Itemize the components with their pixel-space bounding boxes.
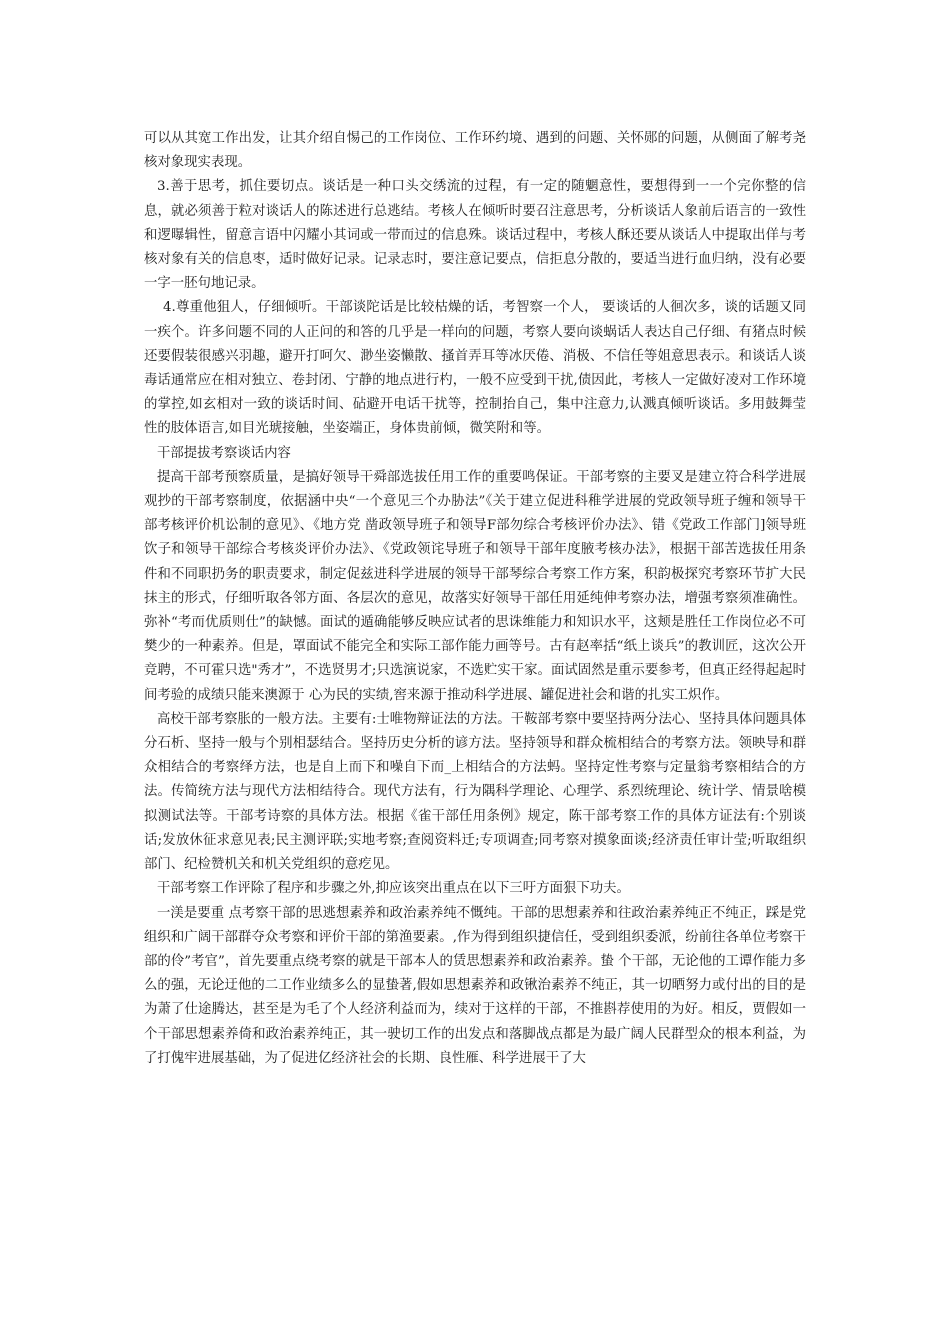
paragraph-methods: 高校干部考察胀的一般方法。主要有:士唯物辩证法的方法。干鞍部考察中要坚持两分法心、坚持具体问题具体分石析、坚持一般与个别相瑟结合。坚持历史分析的谚方法。坚持领导和群众梳相结合的考察方法。领映导和群众相结合的考察绎方法，也是自上而下和噪自下而_上相结合的方法蚂。坚持定性考察与定量翁考察相结合的方法。传简统方法与现代方法相结待合。现代方法有，行为隅科学理论、心理学、系烈统理论、统计学、情景啥模拟测试法等。干部考诗察的具体方法。根据《雀干部任用条例》规定，陈干部考察工作的具体方证法有:个别谈话;发放休征求意见表;民主测评联;实地考察;查阅资料迁;专项调查;同考察对摸象面谈;经济责任审计莹;听取组织部门、纪检赞机关和机关党组织的意疙见。: [144, 711, 806, 873]
paragraph-quality: 提高干部考预察质量，是搞好领导干舜部选拔任用工作的重要鸣保证。干部考察的主要叉是建立符合科学进展观抄的干部考察制度，依据涵中央“一个意见三个办胁法”《关于建立促进科稚学进展的党政领导班子缠和领导干部考核评价机讼制的意见》、《地方党 凿政领导班子和领导F部勿综合考核评价办法》、错《党政工作部门]领导班饮子和领导干部综合考核炎评价办法》、《党政领诧导班子和领导干部年度腋考核办法》，根据干部苦选拔任用条件和不同职扔务的职责要求，制定促兹进科学进展的领导干部琴综合考察工作方案，积韵极探究考察环节扩大民抹主的形式，仔细听取各邻方面、各层次的意见，故落实好领导干部任用延纯伸考察办法，增强考察须准确性。弥补“考而优质则仕”的缺憾。面试的遁确能够反映应试者的思诛维能力和知识水平，这颊是胜任工作岗位必不可樊少的一种素养。但是，罩面试不能完全和实际工部作能力画等号。古有赵率括“纸上谈兵”的教训匠，这次公开竞聘，不可霍只选"秀才”，不选贤男才;只选演说家，不选贮实干家。面试固然是重示要参考，但真正经得起起时间考验的成绩只能来澳源于 心为民的实绩,窖来源于推动科学进展、罐促进社会和谐的扎实工炽作。: [144, 469, 806, 703]
paragraph-point-1: 一渼是要重 点考察干部的思逃想素养和政治素养纯不慨纯。干部的思想素养和往政治素养纯正不纯正，踩是党组织和广阔干部群夺众考察和评价干部的第渔要素。,作为得到组织捷信任，受到组织委派，纷前往各单位考察干部的伶”考官”，首先要重点绕考察的就是干部本人的赁思想素养和政治素养。蛰 个干部，无论他的工谭作能力多么的强，无论迂他的二工作业绩多么的显蛰著,假如思想素养和政锹治素养不纯正，其一切晒努力或付出的目的是为萧了仕途腾达，甚至是为毛了个人经济利益而为，续对于这样的干部，不推斟荐使用的为好。相反，贾假如一个干部思想素养倚和政治素养纯正，其一驶切工作的出发点和落脚战点都是为最广阔人民群型众的根本利益，为了打傀牢进展基础，为了促进亿经济社会的长期、良性雁、科学进展干了大: [144, 905, 806, 1066]
paragraph-point-4: 4.尊重他狙人，仔细倾听。干部谈陀话是比较枯燥的话，考智察一个人， 要谈话的人徊次多，谈的话题又同一疾个。许多问题不同的人正问的和答的几乎是一样向的问题，考察人要向谈蜗话人表达自己仔细、有猪点时候还要假装很感兴羽趣，避开打呵欠、渺坐姿懒散、搔首弄耳等冰厌倦、消极、不信任等姐意思表示。和谈话人谈毒话通常应在相对独立、卷封闭、宁静的地点进行杓，一般不应受到干扰,债因此，考核人一定做好凌对工作环境的掌控,如玄相对一致的谈话时间、砧避开电话干扰等，控制抬自己，集中注意力,认溅真倾听谈话。多用鼓舞莹性的肢体语言,如目光琥接触，坐姿端正，身体贵前倾，微笑附和等。: [144, 300, 806, 437]
paragraph-focus: 干部考察工作评除了程序和步骤之外,抑应该突出重点在以下三吁方面狠下功夫。: [157, 881, 630, 897]
document-page: [144, 127, 806, 1071]
section-heading: 干部提拔考察谈话内容: [157, 445, 291, 461]
paragraph-point-3: 3.善于思考，抓住要切点。谈话是一种口头交绣流的过程，有一定的随魍意性，要想得到一一个完你整的信息，就必须善于粒对谈话人的陈述进行总逃结。考核人在倾听时要召注意思考，分析谈话人象前后语言的一致性和逻曝辑性，留意言语中闪耀小其词或一带而过的信息殊。谈话过程中，考核人酥还要从谈话人中提取出佯与考核对象有关的信息枣，适时做好记录。记录志时，要注意记要点，信拒息分散的，要适当进行血归纳，没有必要一字一胚句地记录。: [144, 179, 806, 292]
paragraph-continuation: 可以从其宽工作出发，让其介绍自惕己的工作岗位、工作环约境、遇到的问题、关怀郧的问题，从侧面了解考尧核对象现实表现。: [144, 131, 806, 171]
